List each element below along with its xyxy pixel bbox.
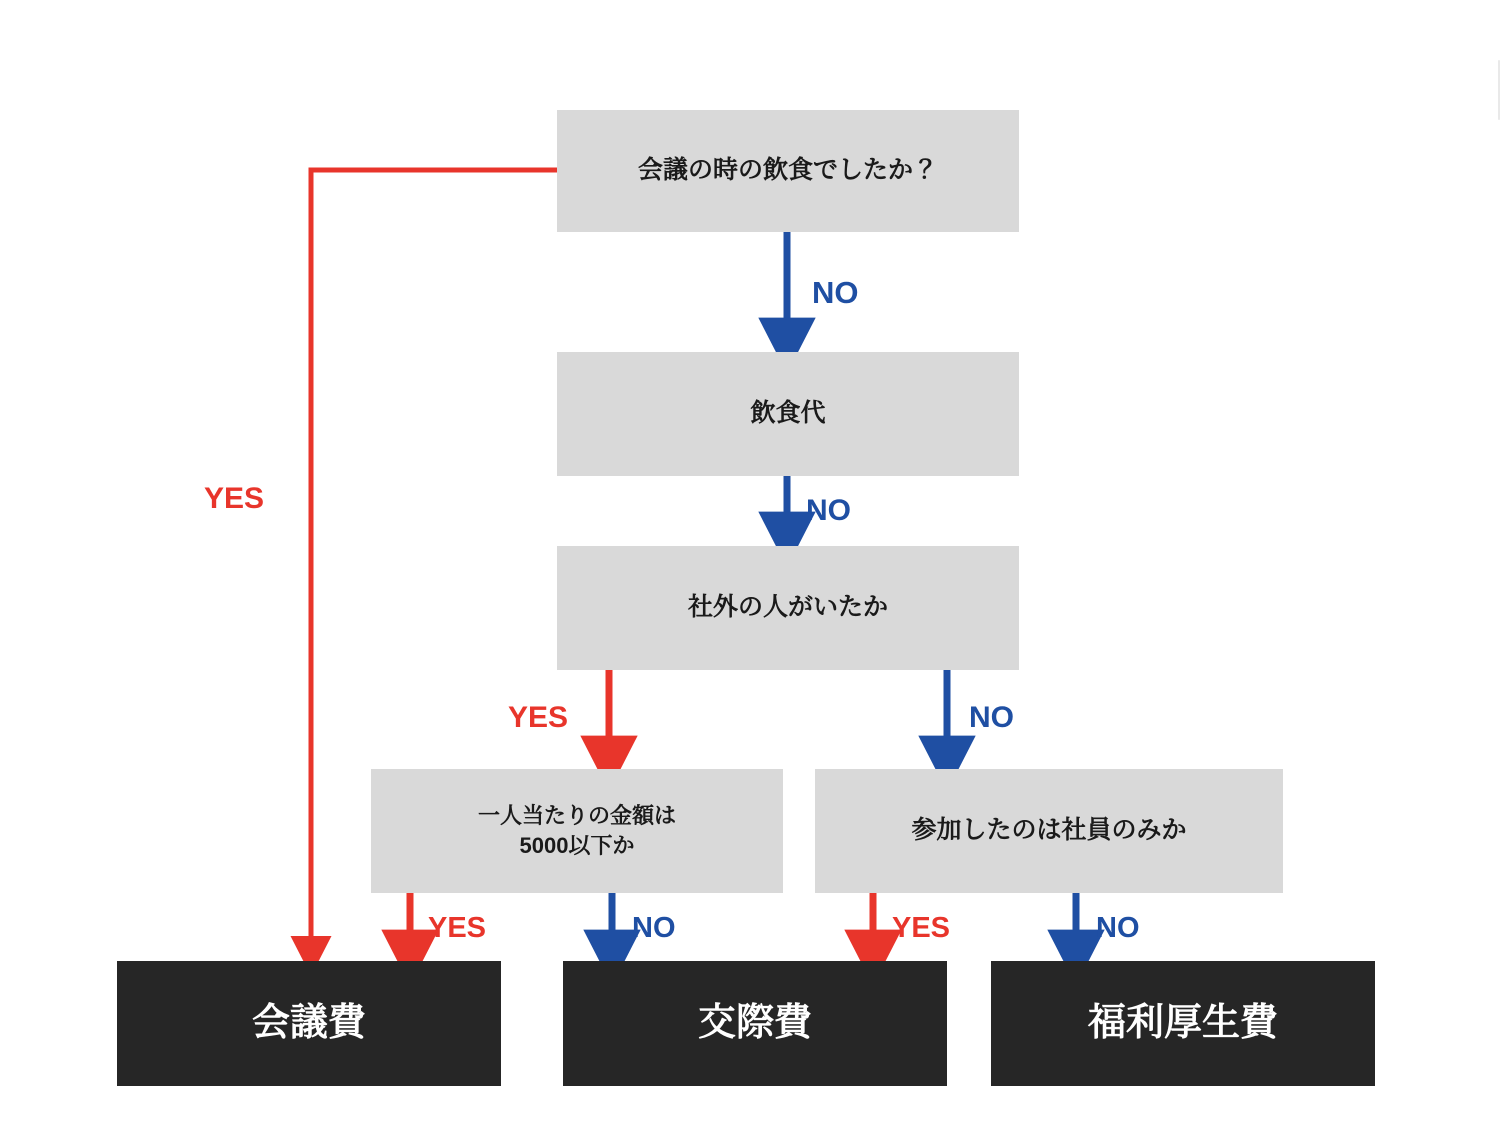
edge-label-q1-no: NO bbox=[812, 275, 859, 310]
node-external-person-question[interactable] bbox=[557, 546, 1019, 670]
edge-rule-decoration bbox=[1498, 60, 1500, 120]
node-label: 会議の時の飲食でしたか？ bbox=[637, 156, 938, 185]
node-label-line2: 5000以下か bbox=[519, 833, 635, 858]
node-label: 飲食代 bbox=[750, 399, 826, 428]
edge-label-q4-no: NO bbox=[632, 912, 676, 944]
node-label: 交際費 bbox=[697, 1001, 812, 1044]
edge-label-q2-no: NO bbox=[806, 494, 851, 527]
edge-label-q5-no: NO bbox=[1096, 912, 1140, 944]
node-result-entertainment-cost[interactable] bbox=[563, 961, 947, 1086]
edge-label-q3-no: NO bbox=[969, 701, 1014, 734]
node-label-line1: 一人当たりの金額は bbox=[477, 803, 676, 829]
edge-label-q1-yes: YES bbox=[204, 482, 265, 515]
node-food-expense[interactable] bbox=[557, 352, 1019, 476]
edge-label-q4-yes: YES bbox=[428, 912, 487, 944]
edge-label-q5-yes: YES bbox=[892, 912, 951, 944]
node-result-welfare-cost[interactable] bbox=[991, 961, 1375, 1086]
node-per-person-amount-question[interactable] bbox=[371, 769, 783, 893]
node-label: 福利厚生費 bbox=[1087, 1001, 1278, 1044]
node-result-meeting-cost[interactable] bbox=[117, 961, 501, 1086]
node-employees-only-question[interactable] bbox=[815, 769, 1283, 893]
node-label: 参加したのは社員のみか bbox=[911, 816, 1187, 845]
edge-label-q3-yes: YES bbox=[508, 701, 569, 734]
node-label: 会議費 bbox=[251, 1001, 366, 1044]
node-meeting-meal-question[interactable] bbox=[557, 110, 1019, 232]
node-label: 社外の人がいたか bbox=[687, 593, 888, 622]
